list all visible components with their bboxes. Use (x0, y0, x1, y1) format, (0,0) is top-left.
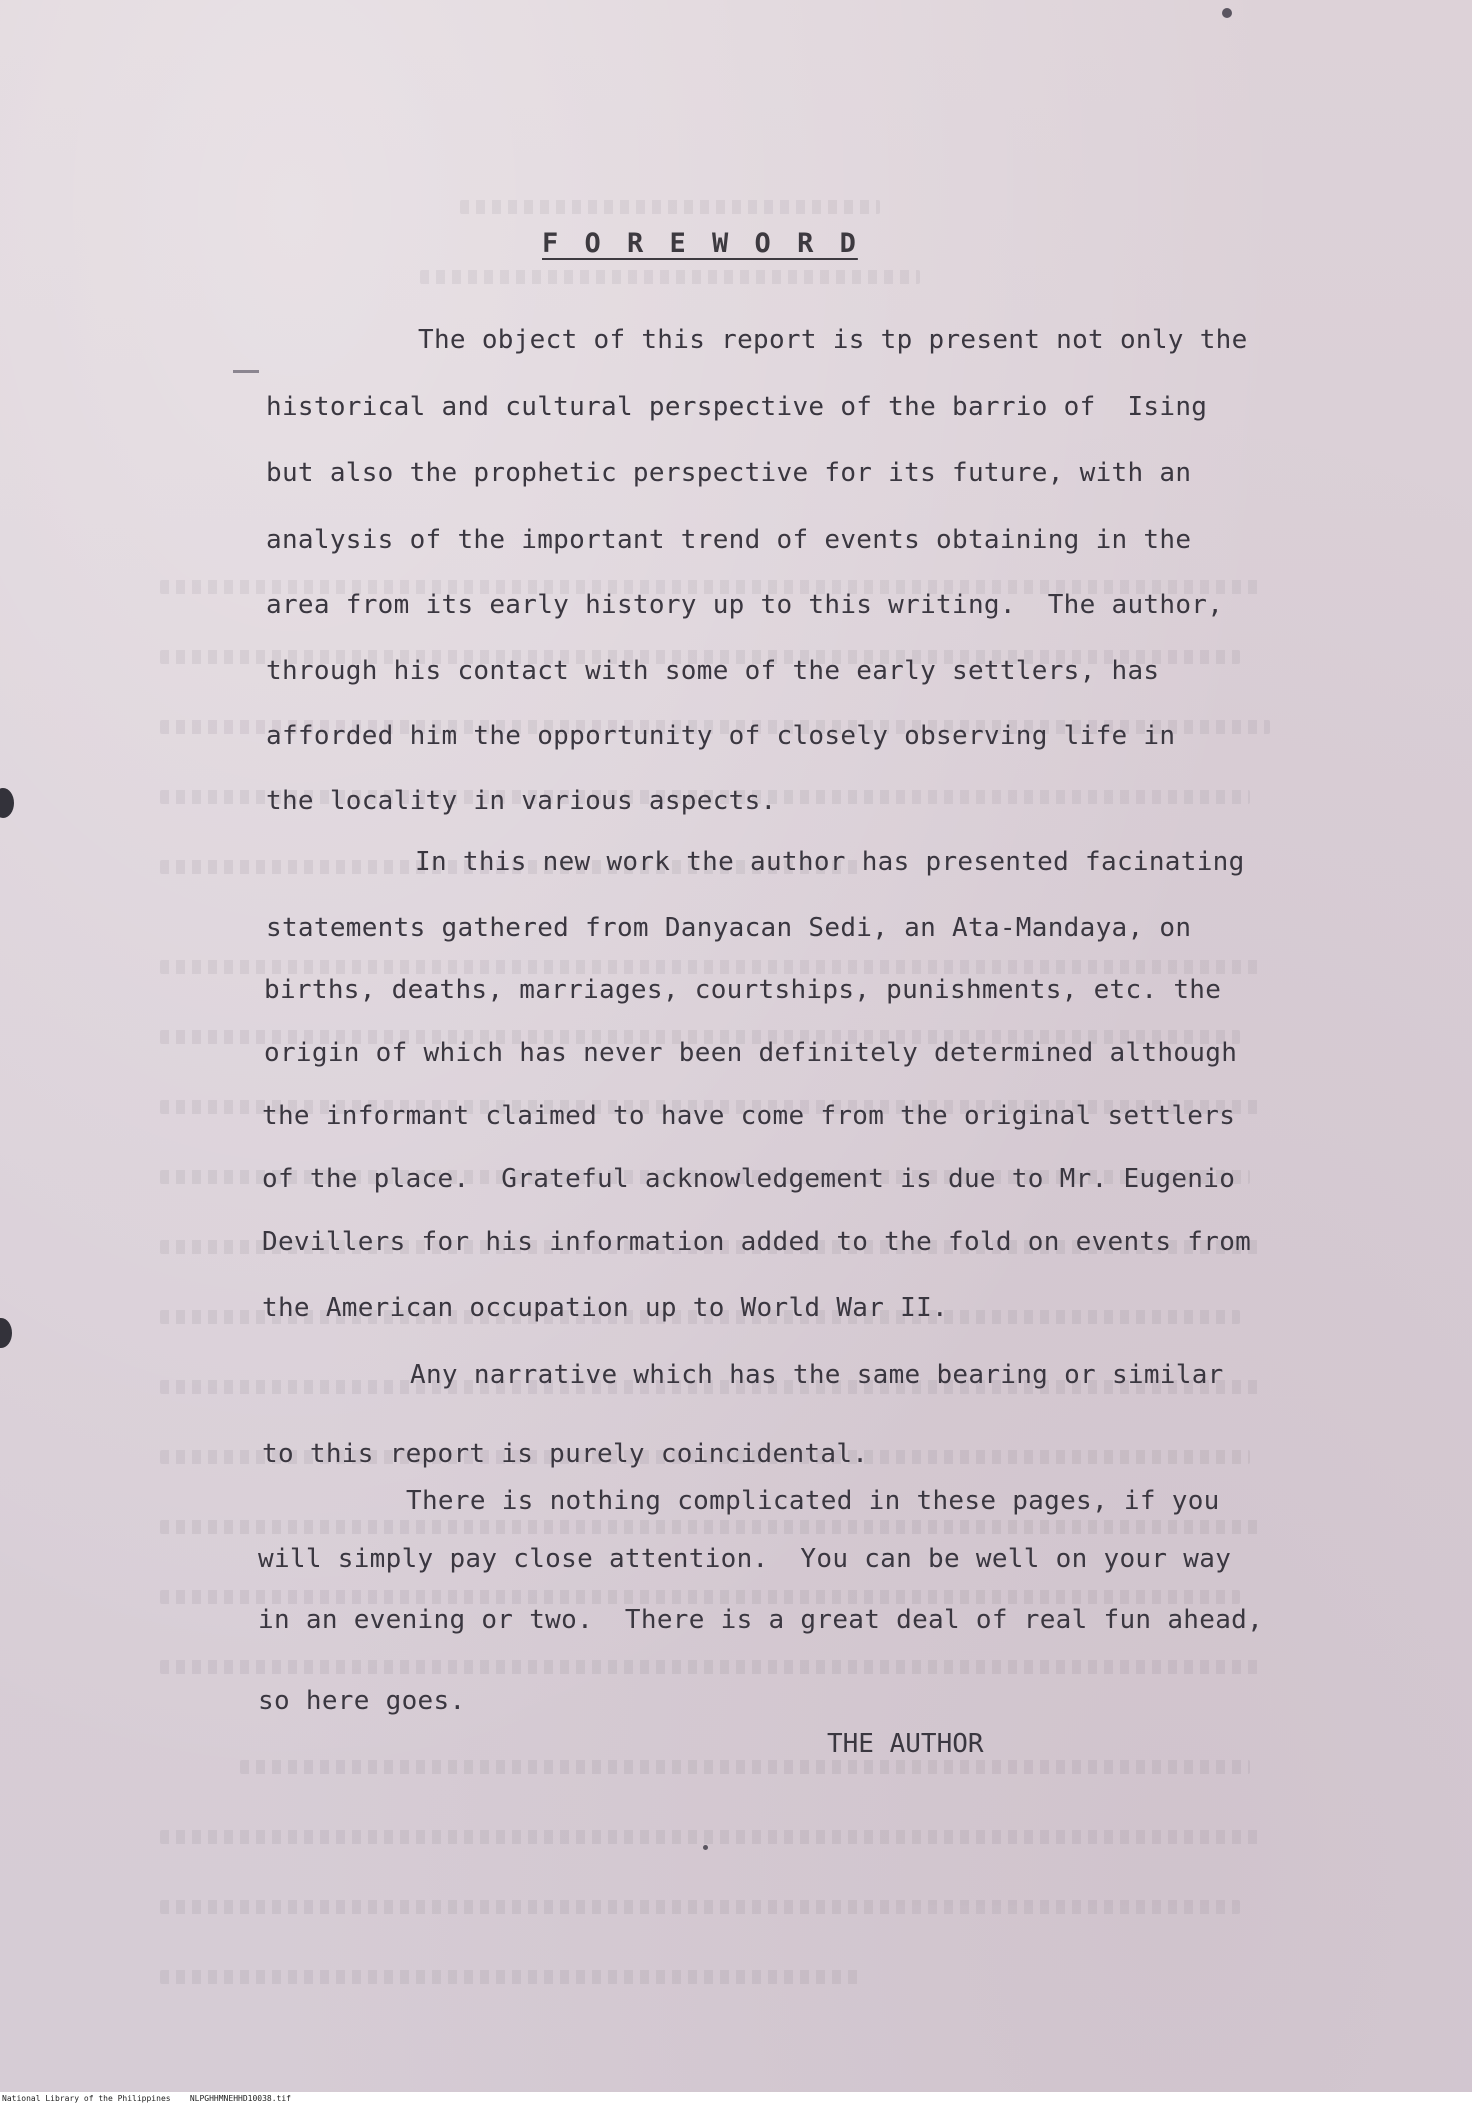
text-line: area from its early history up to this writing. The author, (266, 590, 1224, 620)
text-line: to this report is purely coincidental. (262, 1439, 869, 1469)
text-line: in an evening or two. There is a great deal of real fun ahead, (258, 1605, 1264, 1635)
text-line: In this new work the author has presented facinating (415, 847, 1245, 877)
text-line: but also the prophetic perspective for its future, with an (266, 458, 1192, 488)
text-line: There is nothing complicated in these pages, if you (406, 1486, 1220, 1516)
margin-mark (233, 370, 259, 373)
text-line: The object of this report is tp present not only the (418, 325, 1248, 355)
signature: THE AUTHOR (827, 1729, 984, 1759)
text-line: births, deaths, marriages, courtships, punishments, etc. the (264, 975, 1222, 1005)
text-line: the American occupation up to World War II. (262, 1293, 948, 1323)
text-line: statements gathered from Danyacan Sedi, an Ata-Mandaya, on (266, 913, 1192, 943)
punch-hole-lower (0, 1318, 12, 1348)
text-line: through his contact with some of the early settlers, has (266, 656, 1160, 686)
text-line: afforded him the opportunity of closely observing life in (266, 721, 1176, 751)
text-line: will simply pay close attention. You can be well on your way (258, 1544, 1232, 1574)
scan-footer (0, 2092, 1472, 2108)
text-line: of the place. Grateful acknowledgement is due to Mr. Eugenio (262, 1164, 1236, 1194)
text-line: historical and cultural perspective of the barrio of Ising (266, 392, 1208, 422)
text-line: Any narrative which has the same bearing or similar (410, 1360, 1224, 1390)
text-line: so here goes. (258, 1686, 466, 1716)
text-line: analysis of the important trend of events obtaining in the (266, 525, 1192, 555)
text-line: origin of which has never been definitely determined although (264, 1038, 1238, 1068)
text-line: the informant claimed to have come from the original settlers (262, 1101, 1236, 1131)
paper-blemish (1222, 8, 1232, 18)
text-line: the locality in various aspects. (266, 786, 777, 816)
footer-caption: National Library of the Philippines NLPGHHMNEHHD10038.tif (2, 2094, 291, 2103)
text-line: Devillers for his information added to the fold on events from (262, 1227, 1252, 1257)
paper-speck (703, 1845, 708, 1850)
page-title: F O R E W O R D (542, 228, 858, 259)
punch-hole-upper (0, 788, 14, 818)
